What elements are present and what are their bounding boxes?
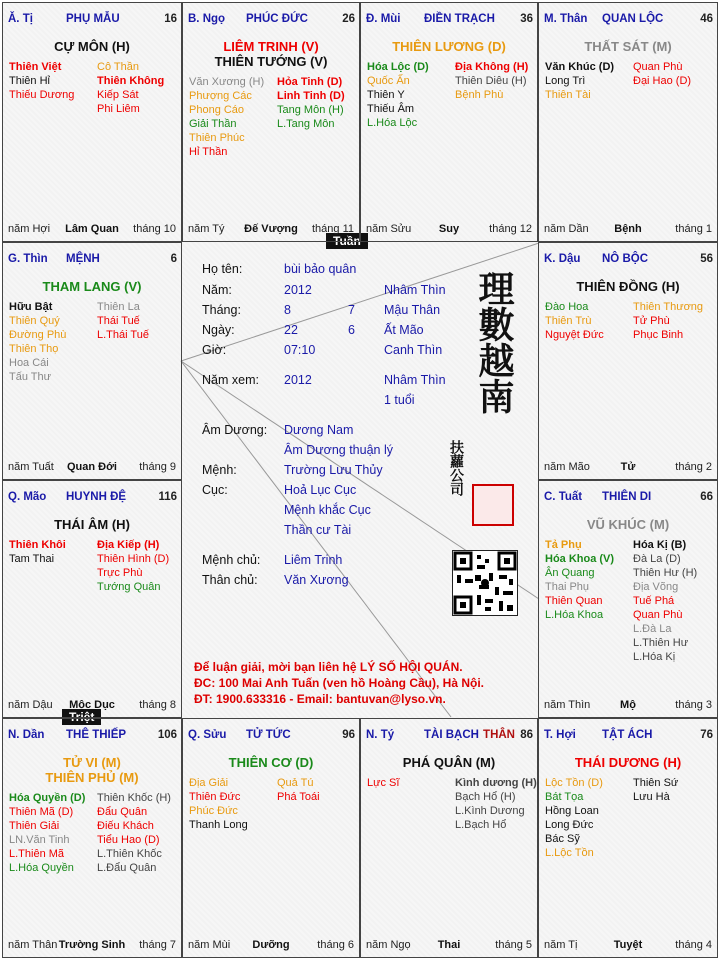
calligraphy-title: 理數越南 bbox=[473, 270, 515, 414]
palace-header bbox=[188, 13, 355, 27]
footer-stage: Lâm Quan bbox=[65, 223, 119, 235]
footer-stage: Tuyệt bbox=[613, 939, 643, 951]
footer-stage: Trường Sinh bbox=[58, 939, 126, 951]
minor-star: Địa Không (H) bbox=[455, 61, 529, 73]
label-gio: Giờ: bbox=[202, 343, 227, 357]
minor-star: Thiên Phúc bbox=[189, 132, 245, 144]
minor-stars-left bbox=[367, 776, 399, 790]
value-nam-can: Nhâm Thìn bbox=[384, 283, 446, 297]
minor-star: Đẩu Quân bbox=[97, 806, 148, 818]
palace-name: THÊ THIẾP bbox=[66, 729, 127, 741]
main-stars bbox=[539, 39, 717, 54]
palace-dan[interactable] bbox=[2, 718, 182, 958]
minor-star: LN.Văn Tinh bbox=[9, 834, 70, 846]
value-gio: 07:10 bbox=[284, 343, 316, 357]
minor-star: Hỉ Thần bbox=[189, 146, 228, 158]
footer-year: năm Sửu bbox=[366, 223, 412, 235]
minor-star: Tuế Phá bbox=[633, 595, 675, 607]
footer-month: tháng 10 bbox=[133, 223, 176, 235]
minor-stars-right bbox=[277, 75, 345, 131]
footer-year: năm Dần bbox=[544, 223, 589, 235]
value-nam-xem-can: Nhâm Thìn bbox=[384, 373, 446, 387]
minor-star: Quan Phù bbox=[633, 609, 683, 621]
minor-star: Quốc Ấn bbox=[367, 75, 410, 87]
footer-year: năm Mùi bbox=[188, 939, 231, 951]
palace-number: 106 bbox=[157, 729, 177, 741]
minor-star: Thiếu Dương bbox=[9, 89, 75, 101]
minor-star: Văn Xương (H) bbox=[189, 76, 265, 88]
minor-star: Hóa Kị (B) bbox=[633, 539, 687, 551]
main-star: THIÊN LƯƠNG (D) bbox=[392, 39, 506, 54]
footer-stage: Mộc Dục bbox=[69, 699, 115, 711]
main-star: THÁI ÂM (H) bbox=[54, 517, 130, 532]
footer-month: tháng 11 bbox=[311, 223, 354, 235]
footer-month: tháng 1 bbox=[675, 223, 712, 235]
label-menh-chu: Mệnh chủ: bbox=[202, 553, 261, 567]
main-stars bbox=[3, 39, 181, 54]
footer-stage: Quan Đới bbox=[67, 461, 117, 473]
palace-footer bbox=[544, 699, 712, 713]
minor-star: Lưu Hà bbox=[633, 791, 670, 803]
minor-star: Giải Thần bbox=[189, 118, 237, 130]
footer-month: tháng 9 bbox=[139, 461, 176, 473]
palace-footer bbox=[188, 223, 354, 237]
palace-name: QUAN LỘC bbox=[602, 13, 664, 25]
palace-number: 36 bbox=[520, 13, 533, 25]
minor-star: Hóa Lộc (D) bbox=[367, 61, 429, 73]
qr-code[interactable] bbox=[452, 550, 518, 616]
minor-star: Quả Tú bbox=[277, 777, 314, 789]
palace-ngo[interactable] bbox=[182, 2, 360, 242]
palace-branch: K. Dậu bbox=[544, 253, 581, 265]
palace-name: THIÊN DI bbox=[602, 491, 652, 503]
palace-branch: Đ. Mùi bbox=[366, 13, 401, 25]
contact-line-1: Để luận giải, mời bạn liên hệ LÝ SỐ HỘI QUÁN. bbox=[194, 660, 463, 674]
main-star: CỰ MÔN (H) bbox=[54, 39, 130, 54]
palace-footer bbox=[8, 223, 176, 237]
main-stars bbox=[539, 517, 717, 532]
label-nam: Năm: bbox=[202, 283, 232, 297]
palace-name: PHÚC ĐỨC bbox=[246, 13, 308, 25]
main-stars bbox=[3, 517, 181, 532]
palace-name: PHỤ MẪU bbox=[66, 13, 120, 25]
minor-star: Tấu Thư bbox=[9, 371, 52, 383]
minor-star: Bát Tọa bbox=[545, 791, 584, 803]
minor-star: Đào Hoa bbox=[545, 301, 589, 313]
minor-star: Địa Giải bbox=[189, 777, 229, 789]
main-star: PHÁ QUÂN (M) bbox=[402, 755, 496, 770]
palace-header bbox=[366, 13, 533, 27]
value-than-chu: Văn Xương bbox=[284, 573, 349, 587]
minor-star: Điếu Khách bbox=[97, 820, 154, 832]
minor-star: Thiên Thọ bbox=[9, 343, 59, 355]
minor-star: Đại Hao (D) bbox=[633, 75, 692, 87]
palace-mao[interactable] bbox=[2, 480, 182, 718]
contact-line-3: ĐT: 1900.633316 - Email: bantuvan@lyso.vn. bbox=[194, 692, 446, 706]
minor-stars-right bbox=[633, 538, 697, 664]
palace-number: 16 bbox=[164, 13, 177, 25]
value-thang-can: Mậu Thân bbox=[384, 303, 441, 317]
value-am-duong-2: Âm Dương thuận lý bbox=[284, 443, 393, 457]
minor-star: Tử Phù bbox=[633, 315, 670, 327]
minor-star: Tang Môn (H) bbox=[277, 104, 344, 116]
minor-star: Phong Cáo bbox=[189, 104, 245, 116]
palace-branch: T. Hợi bbox=[544, 729, 576, 741]
palace-tuat[interactable] bbox=[538, 480, 718, 718]
palace-number: 46 bbox=[700, 13, 713, 25]
palace-number: 116 bbox=[158, 491, 177, 503]
value-cuc: Hoả Lục Cục bbox=[284, 483, 357, 497]
palace-header bbox=[544, 729, 713, 743]
label-cuc: Cục: bbox=[202, 483, 228, 497]
value-cuc-3: Thần cư Tài bbox=[284, 523, 352, 537]
minor-star: Đường Phù bbox=[9, 329, 67, 341]
red-seal-stamp bbox=[472, 484, 514, 526]
footer-year: năm Dậu bbox=[8, 699, 53, 711]
minor-stars-right bbox=[277, 776, 320, 804]
footer-stage: Đế Vượng bbox=[244, 223, 298, 235]
minor-stars-left bbox=[9, 60, 74, 102]
main-star: THIÊN CƠ (D) bbox=[228, 755, 314, 770]
value-thang: 8 bbox=[284, 303, 291, 317]
minor-star: Thiên Y bbox=[367, 89, 405, 101]
main-stars bbox=[361, 755, 537, 770]
palace-branch: Q. Mão bbox=[8, 491, 47, 503]
main-stars bbox=[183, 755, 359, 770]
minor-star: Long Trì bbox=[545, 75, 586, 87]
minor-star: Thiên Quan bbox=[545, 595, 603, 607]
palace-footer bbox=[366, 223, 532, 237]
palace-branch: M. Thân bbox=[544, 13, 588, 25]
palace-name: TẬT ÁCH bbox=[602, 729, 653, 741]
minor-stars-left bbox=[9, 791, 85, 875]
minor-star: L.Hóa Khoa bbox=[545, 609, 604, 621]
minor-star: Lộc Tồn (D) bbox=[545, 777, 603, 789]
main-stars bbox=[183, 39, 359, 69]
center-info bbox=[180, 240, 536, 716]
minor-star: Thiên Việt bbox=[9, 61, 62, 73]
footer-stage: Dưỡng bbox=[252, 939, 290, 951]
footer-month: tháng 3 bbox=[675, 699, 712, 711]
minor-star: Thiên Khôi bbox=[9, 539, 66, 551]
minor-star: Thiên Hình (D) bbox=[97, 553, 170, 565]
palace-than[interactable] bbox=[538, 2, 718, 242]
value-tuoi: 1 tuổi bbox=[384, 393, 415, 407]
main-star: THẤT SÁT (M) bbox=[584, 39, 672, 54]
palace-ti[interactable] bbox=[360, 718, 538, 958]
label-ho-ten: Họ tên: bbox=[202, 262, 243, 276]
minor-star: Bạch Hổ (H) bbox=[455, 791, 516, 803]
palace-header bbox=[544, 253, 713, 267]
minor-star: L.Đà La bbox=[633, 623, 672, 635]
minor-star: L.Hóa Quyền bbox=[9, 862, 74, 874]
minor-star: Bệnh Phù bbox=[455, 89, 504, 101]
minor-star: Đà La (D) bbox=[633, 553, 681, 565]
palace-mui[interactable] bbox=[360, 2, 538, 242]
minor-star: Lực Sĩ bbox=[367, 777, 400, 789]
palace-header bbox=[544, 13, 713, 27]
palace-footer bbox=[8, 699, 176, 713]
minor-star: Long Đức bbox=[545, 819, 594, 831]
palace-branch: Ǎ. Tị bbox=[8, 13, 33, 25]
palace-footer bbox=[544, 461, 712, 475]
palace-branch: G. Thìn bbox=[8, 253, 48, 265]
minor-star: Tam Thai bbox=[9, 553, 55, 565]
minor-star: Hóa Quyền (D) bbox=[9, 792, 86, 804]
palace-header bbox=[8, 491, 177, 505]
palace-name: TÀI BẠCH bbox=[424, 729, 479, 741]
minor-star: Thiên Diêu (H) bbox=[455, 75, 527, 87]
minor-star: Tướng Quân bbox=[97, 581, 161, 593]
minor-star: Thai Phụ bbox=[545, 581, 590, 593]
palace-number: 6 bbox=[170, 253, 177, 265]
minor-stars-left bbox=[545, 538, 614, 622]
main-stars bbox=[539, 279, 717, 294]
palace-number: 96 bbox=[342, 729, 355, 741]
minor-stars-left bbox=[545, 300, 604, 342]
footer-year: năm Thân bbox=[8, 939, 58, 951]
value-ngay: 22 bbox=[284, 323, 298, 337]
main-stars bbox=[3, 279, 181, 294]
minor-star: L.Thiên Mã bbox=[9, 848, 65, 860]
footer-stage: Thai bbox=[437, 939, 461, 951]
minor-star: Phục Binh bbox=[633, 329, 684, 341]
tuan-marker: Tuần bbox=[326, 233, 368, 249]
triet-marker: Triệt bbox=[62, 709, 101, 725]
minor-stars-right bbox=[633, 776, 678, 804]
palace-name: ĐIỀN TRẠCH bbox=[424, 13, 495, 25]
minor-stars-left bbox=[545, 776, 603, 860]
minor-star: Thiếu Âm bbox=[367, 103, 415, 115]
minor-star: Phúc Đức bbox=[189, 805, 238, 817]
main-star: THÁI DƯƠNG (H) bbox=[574, 755, 682, 770]
minor-star: Thiên Mã (D) bbox=[9, 806, 74, 818]
calligraphy-small: 扶蘿公司 bbox=[448, 440, 464, 496]
footer-stage: Bệnh bbox=[614, 223, 642, 235]
minor-stars-right bbox=[455, 60, 528, 102]
footer-month: tháng 6 bbox=[317, 939, 354, 951]
palace-number: 76 bbox=[700, 729, 713, 741]
minor-star: L.Kình Dương bbox=[455, 805, 525, 817]
minor-stars-left bbox=[9, 538, 66, 566]
palace-footer bbox=[188, 939, 354, 953]
minor-star: Thiên Hư (H) bbox=[633, 567, 698, 579]
minor-stars-left bbox=[189, 776, 248, 832]
footer-year: năm Thìn bbox=[544, 699, 591, 711]
minor-star: Ân Quang bbox=[545, 567, 595, 579]
palace-hoi[interactable] bbox=[538, 718, 718, 958]
minor-star: Quan Phù bbox=[633, 61, 683, 73]
main-stars bbox=[3, 755, 181, 785]
palace-branch: C. Tuất bbox=[544, 491, 583, 503]
value-menh-chu: Liêm Trinh bbox=[284, 553, 343, 567]
minor-star: Văn Khúc (D) bbox=[545, 61, 615, 73]
minor-star: Thiên Khốc (H) bbox=[97, 792, 171, 804]
footer-stage: Mộ bbox=[620, 699, 636, 711]
palace-header bbox=[188, 729, 355, 743]
minor-star: Thiên Quý bbox=[9, 315, 60, 327]
footer-month: tháng 2 bbox=[675, 461, 712, 473]
main-star: VŨ KHÚC (M) bbox=[586, 517, 670, 532]
footer-year: năm Hợi bbox=[8, 223, 51, 235]
label-menh: Mệnh: bbox=[202, 463, 237, 477]
minor-star: L.Thái Tuế bbox=[97, 329, 149, 341]
footer-stage: Suy bbox=[438, 223, 460, 235]
minor-star: Hoa Cái bbox=[9, 357, 49, 369]
minor-star: Thiên Trù bbox=[545, 315, 592, 327]
palace-branch: B. Ngọ bbox=[188, 13, 226, 25]
footer-year: năm Tuất bbox=[8, 461, 54, 473]
minor-stars-right bbox=[97, 791, 171, 875]
minor-star: Tiểu Hao (D) bbox=[97, 834, 160, 846]
minor-stars-left bbox=[367, 60, 429, 130]
value-nam-xem: 2012 bbox=[284, 373, 312, 387]
footer-month: tháng 7 bbox=[139, 939, 176, 951]
minor-star: Phi Liêm bbox=[97, 103, 140, 115]
footer-year: năm Tý bbox=[188, 223, 225, 235]
palace-branch: Q. Sửu bbox=[188, 729, 227, 741]
label-am-duong: Âm Dương: bbox=[202, 423, 268, 437]
minor-star: L.Hóa Kị bbox=[633, 651, 676, 663]
palace-name: NÔ BỘC bbox=[602, 253, 648, 265]
palace-branch: N. Tý bbox=[366, 729, 395, 741]
minor-star: Linh Tinh (D) bbox=[277, 90, 345, 102]
palace-number: 26 bbox=[342, 13, 355, 25]
palace-footer bbox=[8, 939, 176, 953]
minor-star: Nguyệt Đức bbox=[545, 329, 604, 341]
minor-stars-left bbox=[545, 60, 614, 102]
minor-star: L.Lộc Tồn bbox=[545, 847, 594, 859]
minor-star: Kình dương (H) bbox=[455, 777, 537, 789]
palace-name: HUYNH ĐỆ bbox=[66, 491, 127, 503]
minor-stars-left bbox=[9, 300, 66, 384]
minor-star: Tả Phụ bbox=[545, 539, 582, 551]
footer-stage: Tử bbox=[620, 461, 636, 473]
palace-ty[interactable] bbox=[2, 2, 182, 242]
value-ngay-am: 6 bbox=[348, 323, 355, 337]
minor-star: Hỏa Tinh (D) bbox=[277, 76, 343, 88]
minor-star: L.Hóa Lộc bbox=[367, 117, 418, 129]
palace-footer bbox=[8, 461, 176, 475]
value-cuc-2: Mệnh khắc Cục bbox=[284, 503, 371, 517]
footer-month: tháng 12 bbox=[489, 223, 532, 235]
minor-star: Thiên Thương bbox=[633, 301, 704, 313]
palace-number: 86 bbox=[520, 729, 533, 741]
minor-star: Địa Võng bbox=[633, 581, 679, 593]
footer-year: năm Mão bbox=[544, 461, 590, 473]
main-stars bbox=[539, 755, 717, 770]
main-star: THAM LANG (V) bbox=[42, 279, 142, 294]
palace-name: TỬ TỨC bbox=[246, 729, 291, 741]
minor-star: Hữu Bật bbox=[9, 301, 53, 313]
minor-star: L.Bạch Hổ bbox=[455, 819, 507, 831]
footer-month: tháng 8 bbox=[139, 699, 176, 711]
palace-footer bbox=[544, 939, 712, 953]
minor-star: Địa Kiếp (H) bbox=[97, 539, 160, 551]
label-nam-xem: Năm xem: bbox=[202, 373, 259, 387]
minor-star: L.Tang Môn bbox=[277, 118, 335, 130]
palace-footer bbox=[366, 939, 532, 953]
minor-stars-right bbox=[633, 300, 703, 342]
minor-star: Thanh Long bbox=[189, 819, 248, 831]
palace-header bbox=[8, 13, 177, 27]
minor-star: Kiếp Sát bbox=[97, 89, 139, 101]
minor-stars-right bbox=[97, 300, 149, 342]
minor-star: Thiên Đức bbox=[189, 791, 241, 803]
footer-year: năm Tị bbox=[544, 939, 578, 951]
minor-stars-right bbox=[455, 776, 537, 832]
palace-header bbox=[8, 729, 177, 743]
footer-month: tháng 5 bbox=[495, 939, 532, 951]
minor-star: Thiên Không bbox=[97, 75, 165, 87]
footer-month: tháng 4 bbox=[675, 939, 712, 951]
label-ngay: Ngày: bbox=[202, 323, 235, 337]
main-star: LIÊM TRINH (V) bbox=[223, 39, 319, 54]
palace-header bbox=[544, 491, 713, 505]
main-star: TỬ VI (M) bbox=[63, 755, 121, 770]
minor-stars-right bbox=[97, 538, 169, 594]
value-menh: Trường Lưu Thủy bbox=[284, 463, 383, 477]
minor-star: Phượng Các bbox=[189, 90, 252, 102]
palace-name: MỆNH bbox=[66, 253, 100, 265]
main-star: THIÊN PHỦ (M) bbox=[45, 770, 139, 785]
footer-year: năm Ngọ bbox=[366, 939, 411, 951]
label-thang: Tháng: bbox=[202, 303, 241, 317]
minor-star: Thiên Sứ bbox=[633, 777, 679, 789]
label-than-chu: Thân chủ: bbox=[202, 573, 258, 587]
value-nam: 2012 bbox=[284, 283, 312, 297]
minor-star: Thiên Tài bbox=[545, 89, 591, 101]
than-marker: THÂN bbox=[483, 729, 515, 741]
minor-star: Hồng Loan bbox=[545, 805, 599, 817]
palace-suu[interactable] bbox=[182, 718, 360, 958]
palace-branch: N. Dần bbox=[8, 729, 45, 741]
palace-header bbox=[366, 729, 533, 743]
minor-stars-left bbox=[189, 75, 264, 159]
palace-dau[interactable] bbox=[538, 242, 718, 480]
minor-star: L.Đẩu Quân bbox=[97, 862, 157, 874]
minor-star: Thiên La bbox=[97, 301, 140, 313]
palace-number: 56 bbox=[700, 253, 713, 265]
value-gio-can: Canh Thìn bbox=[384, 343, 443, 357]
minor-star: Hóa Khoa (V) bbox=[545, 553, 615, 565]
value-ngay-can: Ất Mão bbox=[384, 323, 424, 337]
minor-star: L.Thiên Khốc bbox=[97, 848, 162, 860]
minor-star: Phá Toái bbox=[277, 791, 320, 803]
palace-number: 66 bbox=[700, 491, 713, 503]
value-ho-ten: bùi bảo quân bbox=[284, 262, 357, 276]
minor-star: L.Thiên Hư bbox=[633, 637, 689, 649]
main-star: THIÊN ĐỒNG (H) bbox=[576, 279, 680, 294]
minor-star: Bác Sỹ bbox=[545, 833, 580, 845]
minor-stars-right bbox=[633, 60, 691, 88]
minor-star: Thái Tuế bbox=[97, 315, 140, 327]
minor-star: Thiên Hỉ bbox=[9, 75, 50, 87]
value-thang-am: 7 bbox=[348, 303, 355, 317]
main-star: THIÊN TƯỚNG (V) bbox=[214, 54, 328, 69]
minor-star: Cô Thần bbox=[97, 61, 139, 73]
main-stars bbox=[361, 39, 537, 54]
minor-star: Trực Phù bbox=[97, 567, 143, 579]
minor-stars-right bbox=[97, 60, 164, 116]
palace-footer bbox=[544, 223, 712, 237]
minor-star: Thiên Giải bbox=[9, 820, 60, 832]
contact-line-2: ĐC: 100 Mai Anh Tuấn (ven hồ Hoàng Cầu), Hà Nội. bbox=[194, 676, 485, 690]
value-am-duong: Dương Nam bbox=[284, 423, 354, 437]
palace-header bbox=[8, 253, 177, 267]
palace-thin[interactable] bbox=[2, 242, 182, 480]
